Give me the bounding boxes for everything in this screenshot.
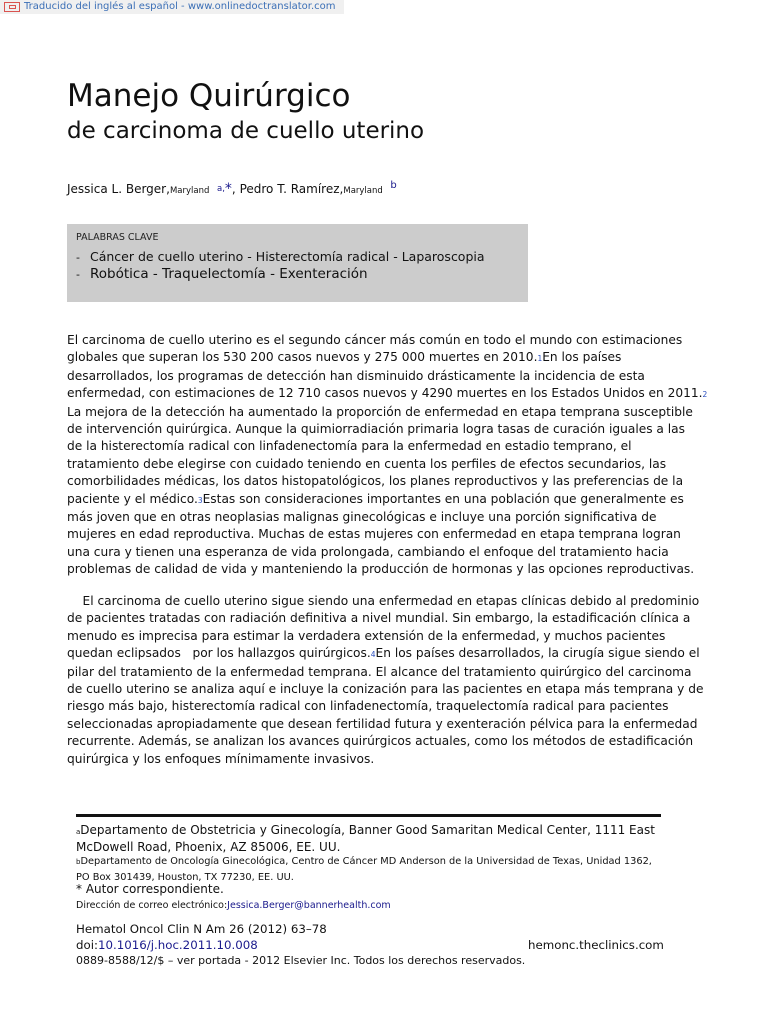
paragraph-line: desarrollados, los programas de detección han disminuido drásticamente la incidencia de esta xyxy=(67,368,645,383)
author-1-name: Jessica L. Berger, xyxy=(67,182,170,196)
keyword-bullet: - xyxy=(76,251,80,264)
paragraph-line: quirúrgica y los enfoques mínimamente invasivos. xyxy=(67,751,375,766)
keywords-heading: PALABRAS CLAVE xyxy=(76,232,159,243)
line-text: En los países xyxy=(542,350,622,365)
keywords-line xyxy=(76,249,519,266)
paragraph-line: recurrente. Además, se analizan los avances quirúrgicos actuales, como los métodos de estadificación xyxy=(67,734,694,749)
line-text: globales que superan los 530 200 casos nuevos y 275 000 muertes en 2010. xyxy=(67,350,538,365)
article-title: Manejo Quirúrgico xyxy=(67,78,351,114)
affiliation-a-line-2: McDowell Road, Phoenix, AZ 85006, EE. UU. xyxy=(76,840,341,854)
paragraph-line: comorbilidades médicas, los datos histopatológicos, los planes reproductivos y las preferencias de la xyxy=(67,474,684,489)
line-text: paciente y el médico. xyxy=(67,491,198,506)
citation-ref[interactable]: 3 xyxy=(197,495,203,505)
email-link[interactable]: Jessica.Berger@bannerhealth.com xyxy=(227,900,391,911)
keywords-box xyxy=(67,224,528,302)
paragraph-line: tratamiento debe elegirse con cuidado teniendo en cuenta los perfiles de efectos secundarios, las xyxy=(67,456,667,471)
paragraph-line: de cuello uterino se analiza aquí e incluye la conización para las pacientes en etapa más temprana y de xyxy=(67,682,704,697)
paragraph-line: El carcinoma de cuello uterino es el segundo cáncer más común en todo el mundo con estimaciones xyxy=(67,333,683,347)
doi-line xyxy=(76,938,258,952)
affiliation-a-mark: a xyxy=(76,828,81,836)
author-1-affiliation: Maryland xyxy=(169,186,210,196)
affiliation-b-line-1: Departamento de Oncología Ginecológica, Centro de Cáncer MD Anderson de la Universidad de Texas, Unidad 1362, xyxy=(80,856,652,867)
author-separator: , xyxy=(231,182,240,196)
copyright-line: 0889-8588/12/$ – ver portada - 2012 Elsevier Inc. Todos los derechos reservados. xyxy=(76,954,526,967)
affiliation-a-line-1: Departamento de Obstetricia y Ginecología, Banner Good Samaritan Medical Center, 1111 East xyxy=(80,823,655,837)
keyword-bullet: - xyxy=(76,268,80,281)
author-1-mark[interactable]: a, xyxy=(217,184,225,194)
paragraph-line: de intervención quirúrgica. Aunque la quimiorradiación primaria logra tasas de curación iguales a las xyxy=(67,422,685,437)
line-text: enfermedad, con estimaciones de 12 710 casos nuevos y 4290 muertes en los Estados Unidos en 2011. xyxy=(67,386,703,401)
doi-link[interactable]: 10.1016/j.hoc.2011.10.008 xyxy=(97,938,258,952)
paragraph-line: seleccionadas apropiadamente que desean fertilidad futura y exenteración pélvica para la enfermedad xyxy=(67,716,698,731)
paragraph-line xyxy=(67,593,700,610)
citation-ref[interactable]: 4 xyxy=(370,650,376,660)
author-2-affiliation: Maryland xyxy=(343,186,383,196)
paragraph-line: más joven que en otras neoplasias malignas ginecológicas e incluye una porción significativa de xyxy=(67,510,657,525)
paragraph-line xyxy=(67,491,684,509)
affiliation-b-line-2: PO Box 301439, Houston, TX 77230, EE. UU. xyxy=(76,872,294,883)
journal-website[interactable]: hemonc.theclinics.com xyxy=(528,938,664,952)
body-paragraph-2 xyxy=(67,593,704,768)
body-paragraph-1 xyxy=(67,332,708,579)
affiliation-b xyxy=(76,854,652,885)
keywords-line xyxy=(76,266,519,283)
author-line xyxy=(67,180,397,197)
paragraph-line: mujeres en edad reproductiva. Muchas de estas mujeres con enfermedad en etapa temprana logran xyxy=(67,527,681,542)
paragraph-line: de pacientes tratadas con radiación definitiva a nivel mundial. Sin embargo, la estadificación clínica a xyxy=(67,611,691,626)
paragraph-line xyxy=(67,385,708,403)
affiliation-a xyxy=(76,823,655,855)
corresponding-author-note: * Autor correspondiente. xyxy=(76,882,224,896)
doi-label: doi: xyxy=(76,938,98,952)
paragraph-line: menudo es imprecisa para estimar la verdadera extensión de la enfermedad, y muchos pacientes xyxy=(67,628,666,643)
journal-citation: Hematol Oncol Clin N Am 26 (2012) 63–78 xyxy=(76,922,327,936)
citation-ref[interactable]: 2 xyxy=(702,390,708,400)
paragraph-line: pilar del tratamiento de la enfermedad temprana. El alcance del tratamiento quirúrgico del carcinoma xyxy=(67,664,692,679)
paragraph-line xyxy=(67,645,700,663)
banner-text[interactable]: Traducido del inglés al español - www.onlinedoctranslator.com xyxy=(24,1,336,12)
keywords-text-1: Cáncer de cuello uterino - Histerectomía radical - Laparoscopia xyxy=(90,249,485,264)
line-text: quedan eclipsados por los hallazgos quirúrgicos. xyxy=(67,646,371,661)
citation-ref[interactable]: 1 xyxy=(537,354,543,364)
corresponding-author-mark[interactable]: * xyxy=(224,181,232,197)
paragraph-line: problemas de calidad de vida y manteniendo la producción de hormonas y las opciones reproductivas. xyxy=(67,562,695,577)
email-line xyxy=(76,900,391,911)
author-2-name: Pedro T. Ramírez, xyxy=(239,182,344,196)
translator-banner[interactable] xyxy=(0,0,344,14)
paragraph-line xyxy=(67,349,679,367)
email-label: Dirección de correo electrónico: xyxy=(76,900,228,911)
affiliation-b-mark: b xyxy=(76,858,81,866)
keywords-text-2: Robótica - Traquelectomía - Exenteración xyxy=(90,266,368,282)
paragraph-line: La mejora de la detección ha aumentado la proporción de enfermedad en etapa temprana susceptible xyxy=(67,404,693,419)
line-text: Estas son consideraciones importantes en una población que generalmente es xyxy=(202,491,684,506)
paragraph-line: de la histerectomía radical con linfadenectomía para la enfermedad en estadio temprano, el xyxy=(67,439,632,454)
paragraph-line: una cura y tienen una esperanza de vida prolongada, cambiando el enfoque del tratamiento hacia xyxy=(67,544,669,559)
footer-divider xyxy=(76,814,661,817)
translator-logo-icon xyxy=(4,2,20,12)
article-subtitle: de carcinoma de cuello uterino xyxy=(67,118,425,144)
author-2-mark[interactable]: b xyxy=(390,180,397,191)
paragraph-line: riesgo más bajo, histerectomía radical con linfadenectomía, traquelectomía radical para pacientes xyxy=(67,699,669,714)
line-text: En los países desarrollados, la cirugía sigue siendo el xyxy=(375,646,700,661)
line-text: El carcinoma de cuello uterino sigue siendo una enfermedad en etapas clínicas debido al predominio xyxy=(82,594,700,608)
